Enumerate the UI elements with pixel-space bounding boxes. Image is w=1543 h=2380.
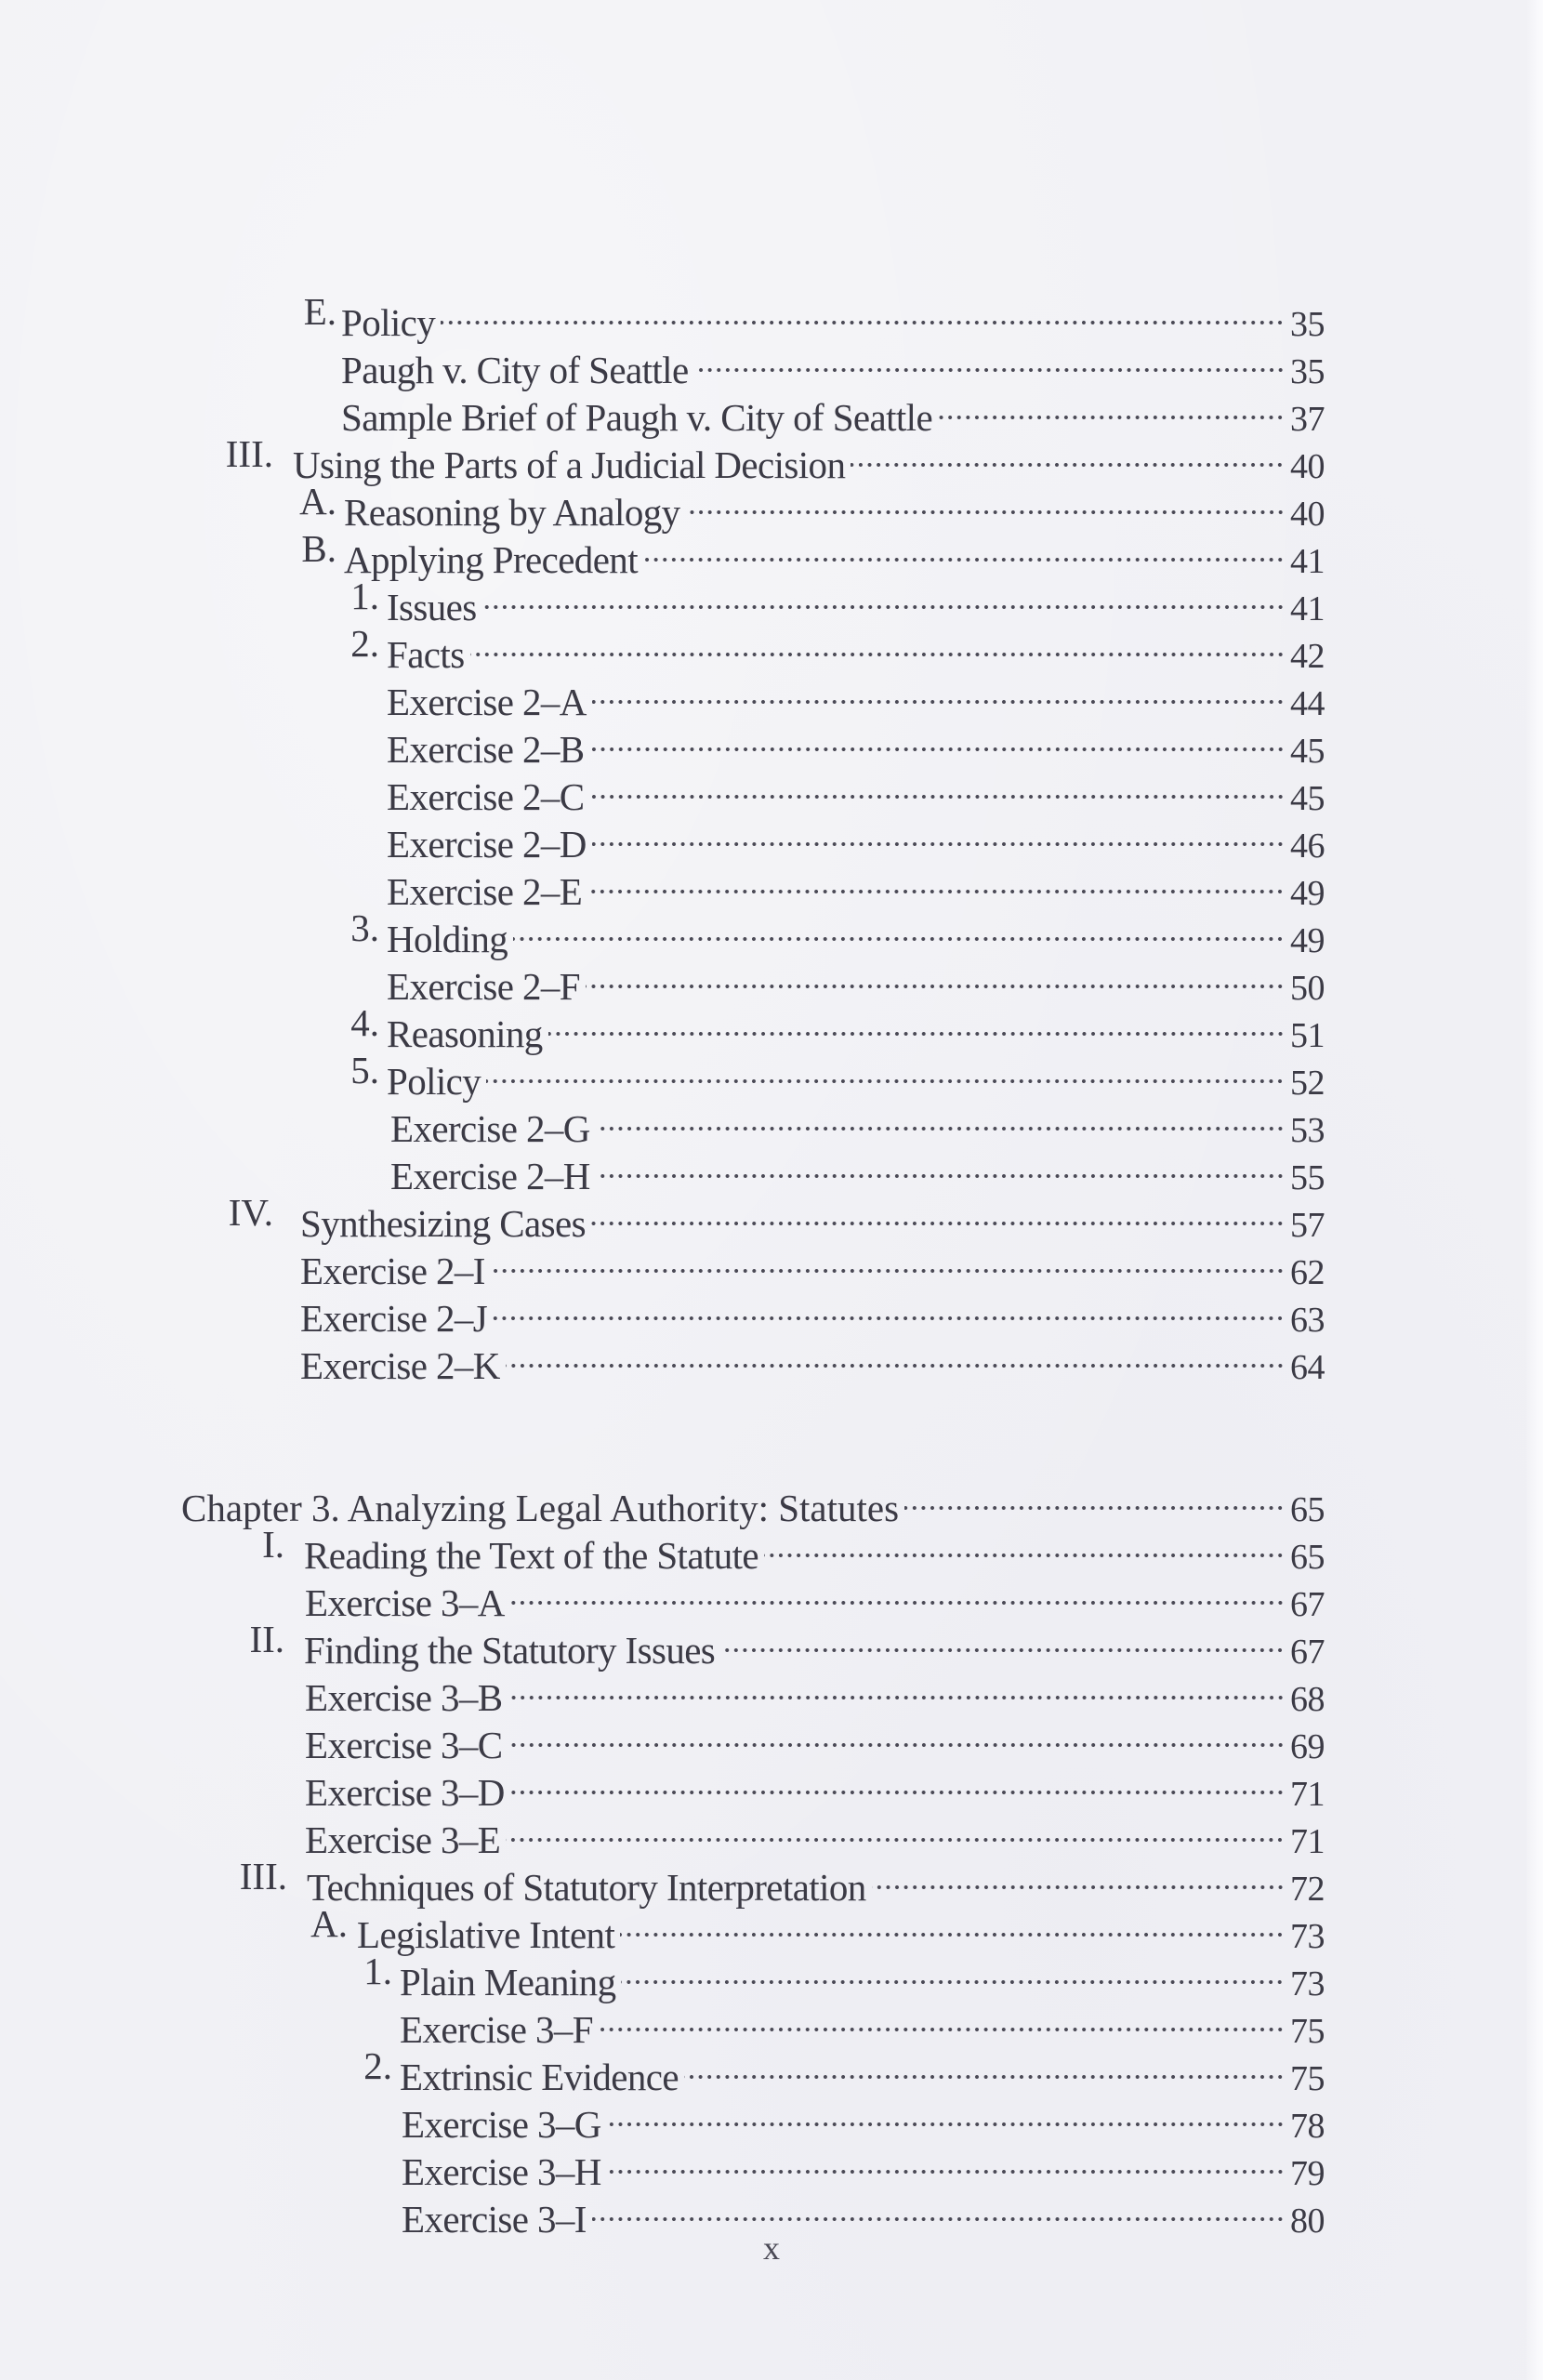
toc-entry[interactable] [387, 668, 1325, 723]
toc-entry[interactable] [390, 1094, 1325, 1150]
toc-entry-page: 35 [1290, 305, 1325, 344]
toc-entry[interactable] [225, 430, 1325, 486]
toc-entry-page: 40 [1290, 495, 1325, 534]
toc-entry-title: Issues [387, 586, 477, 628]
toc-entry-title: Exercise 3–F [400, 2008, 593, 2051]
toc-entry[interactable] [305, 1568, 1325, 1624]
dot-leader [510, 1568, 1285, 1616]
toc-entry-page: 67 [1290, 1633, 1325, 1672]
toc-entry-page: 78 [1290, 2107, 1325, 2146]
toc-entry-page: 55 [1290, 1158, 1325, 1197]
dot-leader [508, 1711, 1285, 1758]
toc-entry-page: 35 [1290, 352, 1325, 391]
toc-entry-page: 45 [1290, 779, 1325, 818]
dot-leader [938, 383, 1285, 430]
dot-leader [686, 478, 1285, 525]
dot-leader [694, 336, 1285, 383]
toc-entry-title: Policy [341, 301, 436, 344]
toc-entry-title: Extrinsic Evidence [400, 2056, 679, 2098]
toc-entry[interactable] [300, 1331, 1325, 1387]
toc-entry-title: Facts [387, 633, 465, 676]
toc-entry-title: Reasoning [387, 1012, 543, 1055]
toc-entry[interactable] [310, 1900, 1325, 1956]
toc-entry-title: Exercise 2–F [387, 965, 580, 1008]
dot-leader [587, 857, 1285, 905]
toc-entry[interactable] [299, 478, 1325, 534]
toc-entry-marker: III. [225, 432, 273, 475]
toc-entry-marker: 2. [363, 2044, 392, 2087]
dot-leader [607, 2137, 1285, 2185]
toc-entry[interactable] [228, 1189, 1325, 1245]
toc-entry-title: Exercise 3–H [402, 2150, 601, 2193]
toc-entry[interactable] [305, 1758, 1325, 1814]
toc-entry[interactable] [305, 1711, 1325, 1766]
toc-entry[interactable] [249, 1616, 1325, 1672]
toc-entry-page: 67 [1290, 1585, 1325, 1624]
dot-leader [592, 668, 1285, 715]
dot-leader [592, 2185, 1285, 2232]
dot-leader [590, 715, 1285, 762]
toc-entry-marker: 5. [350, 1049, 379, 1091]
toc-entry-title: Legislative Intent [357, 1913, 615, 1956]
toc-entry-title: Using the Parts of a Judicial Decision [293, 443, 846, 486]
toc-entry-title: Sample Brief of Paugh v. City of Seattle [341, 396, 933, 439]
toc-entry-page: 49 [1290, 874, 1325, 913]
dot-leader [607, 2090, 1285, 2137]
dot-leader [599, 1995, 1285, 2043]
toc-chapter-heading[interactable] [181, 1474, 1325, 1529]
toc-entry-marker: I. [262, 1523, 284, 1566]
toc-entry[interactable] [402, 2137, 1325, 2193]
toc-entry[interactable] [305, 1663, 1325, 1719]
toc-entry-title: Exercise 3–D [305, 1771, 505, 1814]
toc-entry-title: Holding [387, 918, 508, 960]
toc-entry-page: 37 [1290, 400, 1325, 439]
toc-entry-title: Exercise 2–D [387, 823, 587, 866]
toc-entry-marker: IV. [228, 1191, 273, 1234]
toc-entry-title: Plain Meaning [400, 1961, 616, 2003]
toc-entry[interactable] [400, 1995, 1325, 2051]
toc-entry[interactable] [402, 2090, 1325, 2146]
toc-entry[interactable] [387, 715, 1325, 771]
toc-entry-title: Reading the Text of the Statute [304, 1534, 759, 1577]
dot-leader [491, 1236, 1285, 1284]
toc-entry-title: Exercise 3–I [402, 2198, 587, 2241]
toc-entry-marker: E. [303, 290, 336, 333]
toc-entry-page: 73 [1290, 1917, 1325, 1956]
toc-entry[interactable] [301, 525, 1325, 581]
toc-entry-page: 53 [1290, 1111, 1325, 1150]
dot-leader [441, 288, 1285, 336]
toc-entry[interactable] [387, 857, 1325, 913]
dot-leader [590, 762, 1285, 810]
dot-leader [621, 1948, 1285, 1995]
toc-entry-page: 73 [1290, 1964, 1325, 2003]
dot-leader [493, 1284, 1285, 1331]
toc-entry-marker: 2. [350, 622, 379, 665]
page-folio: x [763, 2229, 780, 2267]
dot-leader [851, 430, 1285, 478]
toc-entry-title: Finding the Statutory Issues [304, 1629, 716, 1672]
toc-entry[interactable] [262, 1521, 1325, 1577]
toc-entry[interactable] [341, 336, 1325, 391]
toc-entry-page: 40 [1290, 447, 1325, 486]
dot-leader [904, 1474, 1285, 1521]
dot-leader [486, 1047, 1285, 1094]
toc-entry[interactable] [300, 1236, 1325, 1292]
toc-entry-page: 80 [1290, 2202, 1325, 2241]
toc-entry[interactable] [402, 2185, 1325, 2241]
toc-entry-marker: III. [239, 1855, 287, 1897]
page-edge [1526, 0, 1543, 2380]
toc-entry-title: Exercise 2–G [390, 1107, 590, 1150]
toc-entry-title: Reasoning by Analogy [344, 491, 680, 534]
toc-entry-marker: 1. [350, 575, 379, 617]
toc-entry-marker: 3. [350, 906, 379, 949]
toc-entry[interactable] [350, 1047, 1325, 1103]
toc-entry-page: 63 [1290, 1301, 1325, 1340]
toc-entry[interactable] [341, 383, 1325, 439]
toc-entry-page: 46 [1290, 826, 1325, 866]
dot-leader [510, 1758, 1285, 1805]
toc-entry-marker: II. [249, 1618, 284, 1660]
toc-entry-page: 41 [1290, 589, 1325, 628]
toc-entry-title: Exercise 2–A [387, 681, 587, 723]
toc-entry-title: Exercise 3–C [305, 1724, 503, 1766]
toc-entry-marker: A. [299, 480, 336, 522]
toc-entry-title: Exercise 2–J [300, 1297, 488, 1340]
toc-entry-title: Exercise 3–A [305, 1581, 505, 1624]
dot-leader [482, 573, 1285, 620]
dot-leader [506, 1805, 1285, 1853]
toc-entry-page: 71 [1290, 1775, 1325, 1814]
toc-entry-marker: A. [310, 1902, 348, 1945]
toc-entry-title: Exercise 3–B [305, 1676, 503, 1719]
toc-entry-page: 45 [1290, 732, 1325, 771]
dot-leader [513, 905, 1285, 952]
toc-entry-title: Exercise 2–K [300, 1344, 500, 1387]
toc-entry-title: Exercise 2–E [387, 870, 583, 913]
toc-entry-page: 62 [1290, 1253, 1325, 1292]
toc-entry-title: Exercise 3–G [402, 2103, 601, 2146]
toc-entry-title: Applying Precedent [344, 538, 638, 581]
toc-entry-title: Techniques of Statutory Interpretation [307, 1866, 866, 1909]
dot-leader [586, 952, 1285, 999]
toc-entry-page: 75 [1290, 2059, 1325, 2098]
toc-entry-page: 72 [1290, 1870, 1325, 1909]
toc-entry[interactable] [390, 1142, 1325, 1197]
toc-entry-page: 79 [1290, 2154, 1325, 2193]
toc-entry-page: 71 [1290, 1822, 1325, 1861]
dot-leader [470, 620, 1285, 668]
toc-entry-page: 64 [1290, 1348, 1325, 1387]
toc-entry[interactable] [300, 1284, 1325, 1340]
toc-entry[interactable] [350, 573, 1325, 628]
toc-entry[interactable] [350, 905, 1325, 960]
toc-entry[interactable] [239, 1853, 1325, 1909]
toc-entry-title: Exercise 2–C [387, 775, 585, 818]
chapter-title: Chapter 3. Analyzing Legal Authority: Statutes [181, 1487, 900, 1529]
dot-leader [591, 1189, 1285, 1236]
toc-entry[interactable] [350, 999, 1325, 1055]
toc-entry-page: 41 [1290, 542, 1325, 581]
toc-entry-title: Exercise 3–E [305, 1818, 501, 1861]
toc-entry-page: 49 [1290, 921, 1325, 960]
toc-entry[interactable] [305, 1805, 1325, 1861]
toc-entry[interactable] [363, 2043, 1325, 2098]
toc-entry-title: Exercise 2–H [390, 1155, 590, 1197]
toc-entry[interactable] [387, 762, 1325, 818]
dot-leader [684, 2043, 1285, 2090]
toc-entry-title: Exercise 2–I [300, 1250, 485, 1292]
toc-entry-title: Synthesizing Cases [300, 1202, 586, 1245]
toc-entry-marker: B. [301, 527, 336, 570]
dot-leader [506, 1331, 1285, 1379]
toc-entry-page: 51 [1290, 1016, 1325, 1055]
toc-entry-page: 44 [1290, 684, 1325, 723]
toc-entry[interactable] [387, 952, 1325, 1008]
toc-entry-title: Exercise 2–B [387, 728, 585, 771]
dot-leader [548, 999, 1285, 1047]
toc-entry-marker: 1. [363, 1950, 392, 1992]
toc-entry-page: 69 [1290, 1727, 1325, 1766]
toc-entry[interactable] [363, 1948, 1325, 2003]
toc-entry-page: 50 [1290, 969, 1325, 1008]
toc-entry[interactable] [350, 620, 1325, 676]
dot-leader [596, 1094, 1285, 1142]
toc-entry[interactable] [303, 288, 1325, 344]
toc-entry-title: Policy [387, 1060, 481, 1103]
dot-leader [508, 1663, 1285, 1711]
chapter-page: 65 [1290, 1490, 1325, 1529]
toc-entry-page: 52 [1290, 1064, 1325, 1103]
dot-leader [764, 1521, 1285, 1568]
dot-leader [592, 810, 1285, 857]
toc-entry-marker: 4. [350, 1001, 379, 1044]
dot-leader [872, 1853, 1285, 1900]
dot-leader [643, 525, 1285, 573]
toc-entry-title: Paugh v. City of Seattle [341, 349, 689, 391]
dot-leader [720, 1616, 1285, 1663]
toc-entry-page: 42 [1290, 637, 1325, 676]
toc-entry[interactable] [387, 810, 1325, 866]
dot-leader [596, 1142, 1285, 1189]
toc-entry-page: 65 [1290, 1538, 1325, 1577]
toc-entry-page: 57 [1290, 1206, 1325, 1245]
toc-entry-page: 75 [1290, 2012, 1325, 2051]
dot-leader [620, 1900, 1285, 1948]
toc-entry-page: 68 [1290, 1680, 1325, 1719]
